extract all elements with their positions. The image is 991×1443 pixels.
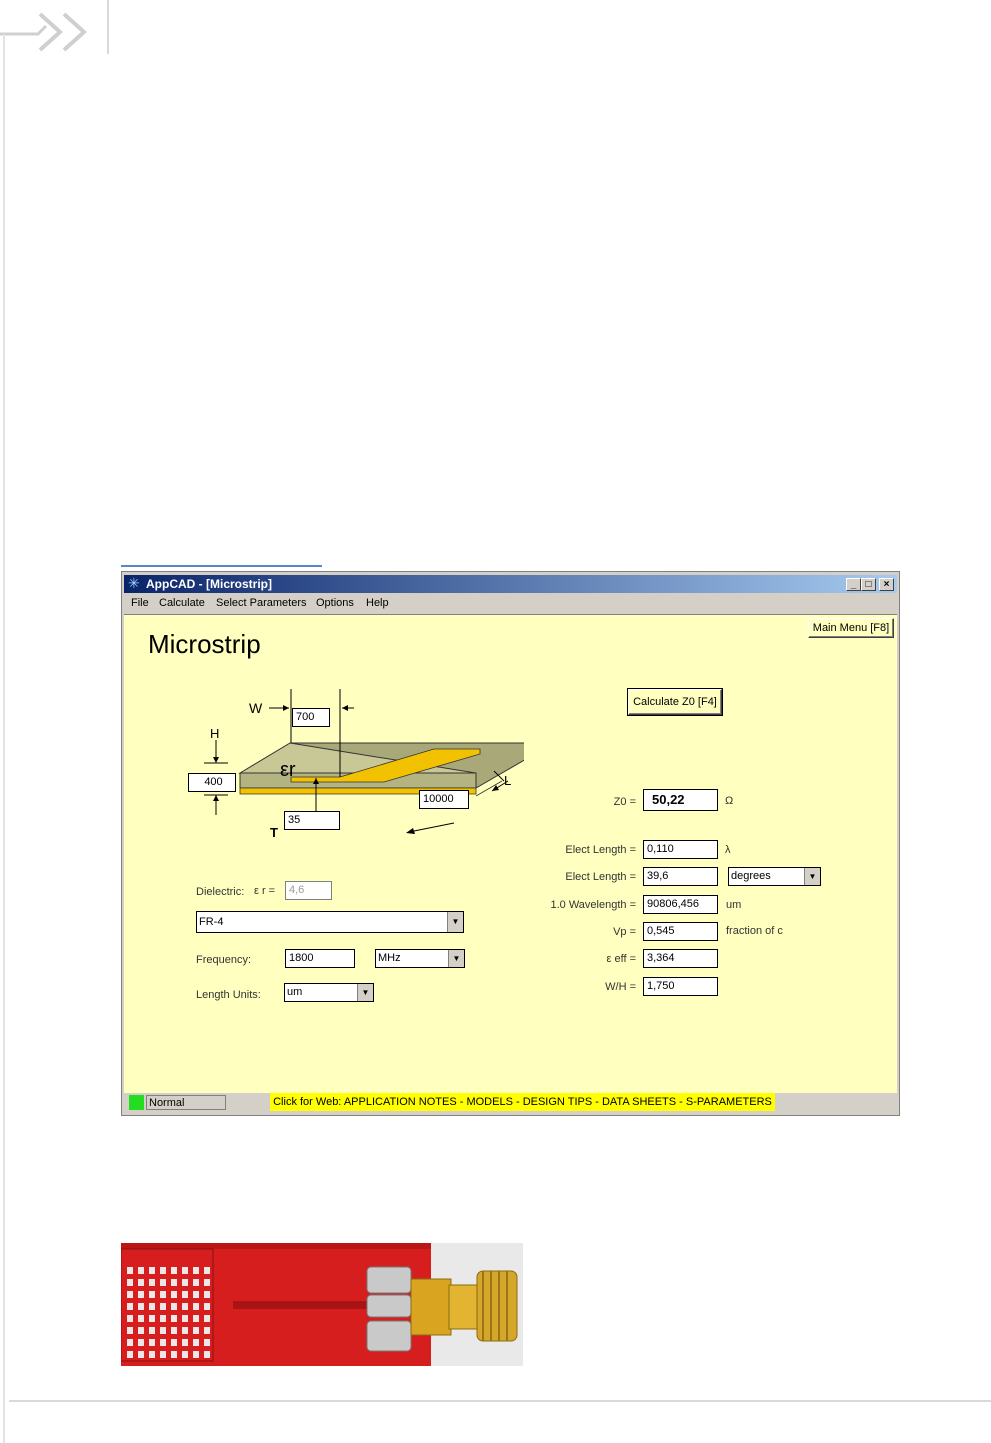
title-bar[interactable] bbox=[124, 575, 897, 593]
elect-length2-label: Elect Length = bbox=[565, 871, 636, 883]
pcb-pad bbox=[182, 1279, 188, 1286]
pcb-pad bbox=[193, 1291, 199, 1298]
pcb-pad bbox=[204, 1351, 210, 1358]
pcb-pad bbox=[149, 1351, 155, 1358]
elect-length-unit-value: degrees bbox=[731, 870, 771, 882]
vp-label: Vp = bbox=[613, 926, 636, 938]
wavelength-label: 1.0 Wavelength = bbox=[550, 899, 636, 911]
h-input[interactable]: 400 bbox=[188, 773, 236, 792]
chevron-down-icon[interactable]: ▼ bbox=[804, 868, 820, 885]
pcb-pad bbox=[138, 1291, 144, 1298]
pcb-pad bbox=[149, 1267, 155, 1274]
diagram-er-label: εr bbox=[280, 759, 296, 781]
menu-options[interactable]: Options bbox=[316, 597, 354, 609]
er-input[interactable]: 4,6 bbox=[285, 881, 332, 900]
chevron-down-icon[interactable]: ▼ bbox=[447, 912, 463, 932]
pcb-pad bbox=[193, 1351, 199, 1358]
pcb-pad bbox=[182, 1327, 188, 1334]
frequency-label: Frequency: bbox=[196, 954, 252, 966]
elect-length1-label: Elect Length = bbox=[565, 844, 636, 856]
status-bar bbox=[124, 1093, 897, 1114]
eeff-label: ε eff = bbox=[606, 953, 636, 965]
pcb-pad bbox=[182, 1291, 188, 1298]
pcb-pad bbox=[149, 1303, 155, 1310]
pcb-pad bbox=[204, 1303, 210, 1310]
l-input[interactable]: 10000 bbox=[419, 790, 469, 809]
t-input[interactable]: 35 bbox=[284, 811, 340, 830]
pcb-pad bbox=[160, 1291, 166, 1298]
pcb-pad bbox=[204, 1315, 210, 1322]
pcb-pad bbox=[171, 1315, 177, 1322]
pcb-pad bbox=[160, 1327, 166, 1334]
menu-calculate[interactable]: Calculate bbox=[159, 597, 205, 609]
microstrip-diagram bbox=[184, 665, 524, 845]
pcb-pad bbox=[171, 1303, 177, 1310]
close-button[interactable]: × bbox=[879, 578, 894, 591]
wh-label: W/H = bbox=[605, 981, 636, 993]
wavelength-unit: um bbox=[726, 899, 742, 911]
pcb-pad bbox=[193, 1267, 199, 1274]
page-title: Microstrip bbox=[148, 629, 261, 659]
pcb-pad bbox=[160, 1315, 166, 1322]
menu-select-parameters[interactable]: Select Parameters bbox=[216, 597, 307, 609]
pcb-pad bbox=[149, 1279, 155, 1286]
pcb-pad bbox=[160, 1267, 166, 1274]
pcb-pad bbox=[160, 1351, 166, 1358]
h-label: H bbox=[210, 726, 220, 741]
pcb-pad bbox=[171, 1339, 177, 1346]
pcb-pad bbox=[138, 1351, 144, 1358]
pcb-pad bbox=[160, 1339, 166, 1346]
elect-length-unit-select[interactable] bbox=[728, 867, 821, 886]
web-links-banner[interactable]: Click for Web: APPLICATION NOTES - MODELS - DESIGN TIPS - DATA SHEETS - S-PARAMETERS bbox=[270, 1093, 775, 1111]
main-menu-button[interactable]: Main Menu [F8] bbox=[808, 618, 894, 638]
status-mode: Normal bbox=[146, 1095, 226, 1110]
pcb-pad bbox=[138, 1315, 144, 1322]
elect-length1-unit: λ bbox=[725, 844, 731, 856]
pcb-pad bbox=[171, 1291, 177, 1298]
z0-value: 50,22 bbox=[643, 789, 718, 811]
pcb-pad bbox=[171, 1279, 177, 1286]
window-title: AppCAD - [Microstrip] bbox=[146, 577, 272, 591]
microstrip-panel bbox=[124, 614, 897, 1093]
chevron-down-icon[interactable]: ▼ bbox=[357, 984, 373, 1001]
vp-unit: fraction of c bbox=[726, 925, 783, 937]
pcb-pad bbox=[149, 1291, 155, 1298]
frequency-input[interactable]: 1800 bbox=[285, 949, 355, 968]
pcb-pad bbox=[204, 1279, 210, 1286]
pcb-pad bbox=[138, 1267, 144, 1274]
pcb-pad bbox=[138, 1339, 144, 1346]
pcb-pad bbox=[171, 1327, 177, 1334]
menu-file[interactable]: File bbox=[131, 597, 149, 609]
appcad-icon: ✳ bbox=[128, 575, 140, 591]
z0-label: Z0 = bbox=[613, 796, 636, 808]
dielectric-label: Dielectric: bbox=[196, 886, 245, 898]
elect-length1-value: 0,110 bbox=[643, 840, 718, 859]
l-label: L bbox=[504, 773, 512, 788]
z0-unit: Ω bbox=[725, 795, 734, 807]
pcb-pad bbox=[138, 1279, 144, 1286]
elect-length2-value: 39,6 bbox=[643, 867, 718, 886]
pcb-pad bbox=[127, 1267, 133, 1274]
chevron-down-icon[interactable]: ▼ bbox=[448, 950, 464, 967]
pcb-pad bbox=[127, 1351, 133, 1358]
pcb-pad bbox=[204, 1339, 210, 1346]
pcb-pad bbox=[171, 1267, 177, 1274]
pcb-pad bbox=[149, 1327, 155, 1334]
pcb-pad bbox=[182, 1339, 188, 1346]
t-label: T bbox=[270, 825, 278, 840]
wh-value: 1,750 bbox=[643, 977, 718, 996]
length-units-value: um bbox=[287, 986, 303, 998]
menu-help[interactable]: Help bbox=[366, 597, 389, 609]
pcb-sma-photo bbox=[121, 1243, 523, 1366]
w-input[interactable]: 700 bbox=[292, 708, 330, 727]
pcb-pad bbox=[160, 1303, 166, 1310]
length-units-label: Length Units: bbox=[196, 989, 261, 1001]
pcb-pad bbox=[204, 1291, 210, 1298]
pcb-pad bbox=[149, 1339, 155, 1346]
pcb-pad bbox=[127, 1279, 133, 1286]
er-label: ε r = bbox=[254, 885, 276, 897]
top-rule bbox=[121, 565, 322, 567]
bottom-rule bbox=[9, 1400, 991, 1402]
pcb-pad bbox=[193, 1279, 199, 1286]
pcb-pad bbox=[127, 1327, 133, 1334]
material-value: FR-4 bbox=[199, 916, 224, 928]
pcb-pad bbox=[182, 1351, 188, 1358]
pcb-pad bbox=[204, 1327, 210, 1334]
pcb-pad bbox=[138, 1303, 144, 1310]
pcb-pad bbox=[204, 1267, 210, 1274]
pcb-pad bbox=[127, 1303, 133, 1310]
pcb-pad bbox=[127, 1339, 133, 1346]
pcb-pad bbox=[138, 1327, 144, 1334]
w-label: W bbox=[249, 700, 263, 716]
pcb-pad bbox=[127, 1315, 133, 1322]
material-select[interactable] bbox=[196, 911, 464, 933]
menu-bar bbox=[124, 594, 897, 613]
eeff-value: 3,364 bbox=[643, 949, 718, 968]
pcb-pad bbox=[149, 1315, 155, 1322]
appcad-window bbox=[121, 571, 900, 1116]
frequency-unit-select[interactable] bbox=[375, 949, 465, 968]
pcb-pad bbox=[171, 1351, 177, 1358]
pcb-pad bbox=[193, 1327, 199, 1334]
pcb-pad bbox=[193, 1303, 199, 1310]
minimize-button[interactable]: _ bbox=[846, 578, 861, 591]
pcb-pad bbox=[182, 1267, 188, 1274]
pcb-pad bbox=[182, 1303, 188, 1310]
frequency-unit-value: MHz bbox=[378, 952, 401, 964]
status-indicator bbox=[129, 1095, 144, 1110]
vp-value: 0,545 bbox=[643, 922, 718, 941]
length-units-select[interactable] bbox=[284, 983, 374, 1002]
maximize-button[interactable]: □ bbox=[861, 578, 876, 591]
calculate-z0-button[interactable]: Calculate Z0 [F4] bbox=[628, 689, 722, 715]
pcb-pad bbox=[193, 1339, 199, 1346]
wavelength-value: 90806,456 bbox=[643, 895, 718, 914]
pcb-pad bbox=[193, 1315, 199, 1322]
pcb-pad bbox=[127, 1291, 133, 1298]
pcb-pad bbox=[182, 1315, 188, 1322]
pcb-pad bbox=[160, 1279, 166, 1286]
